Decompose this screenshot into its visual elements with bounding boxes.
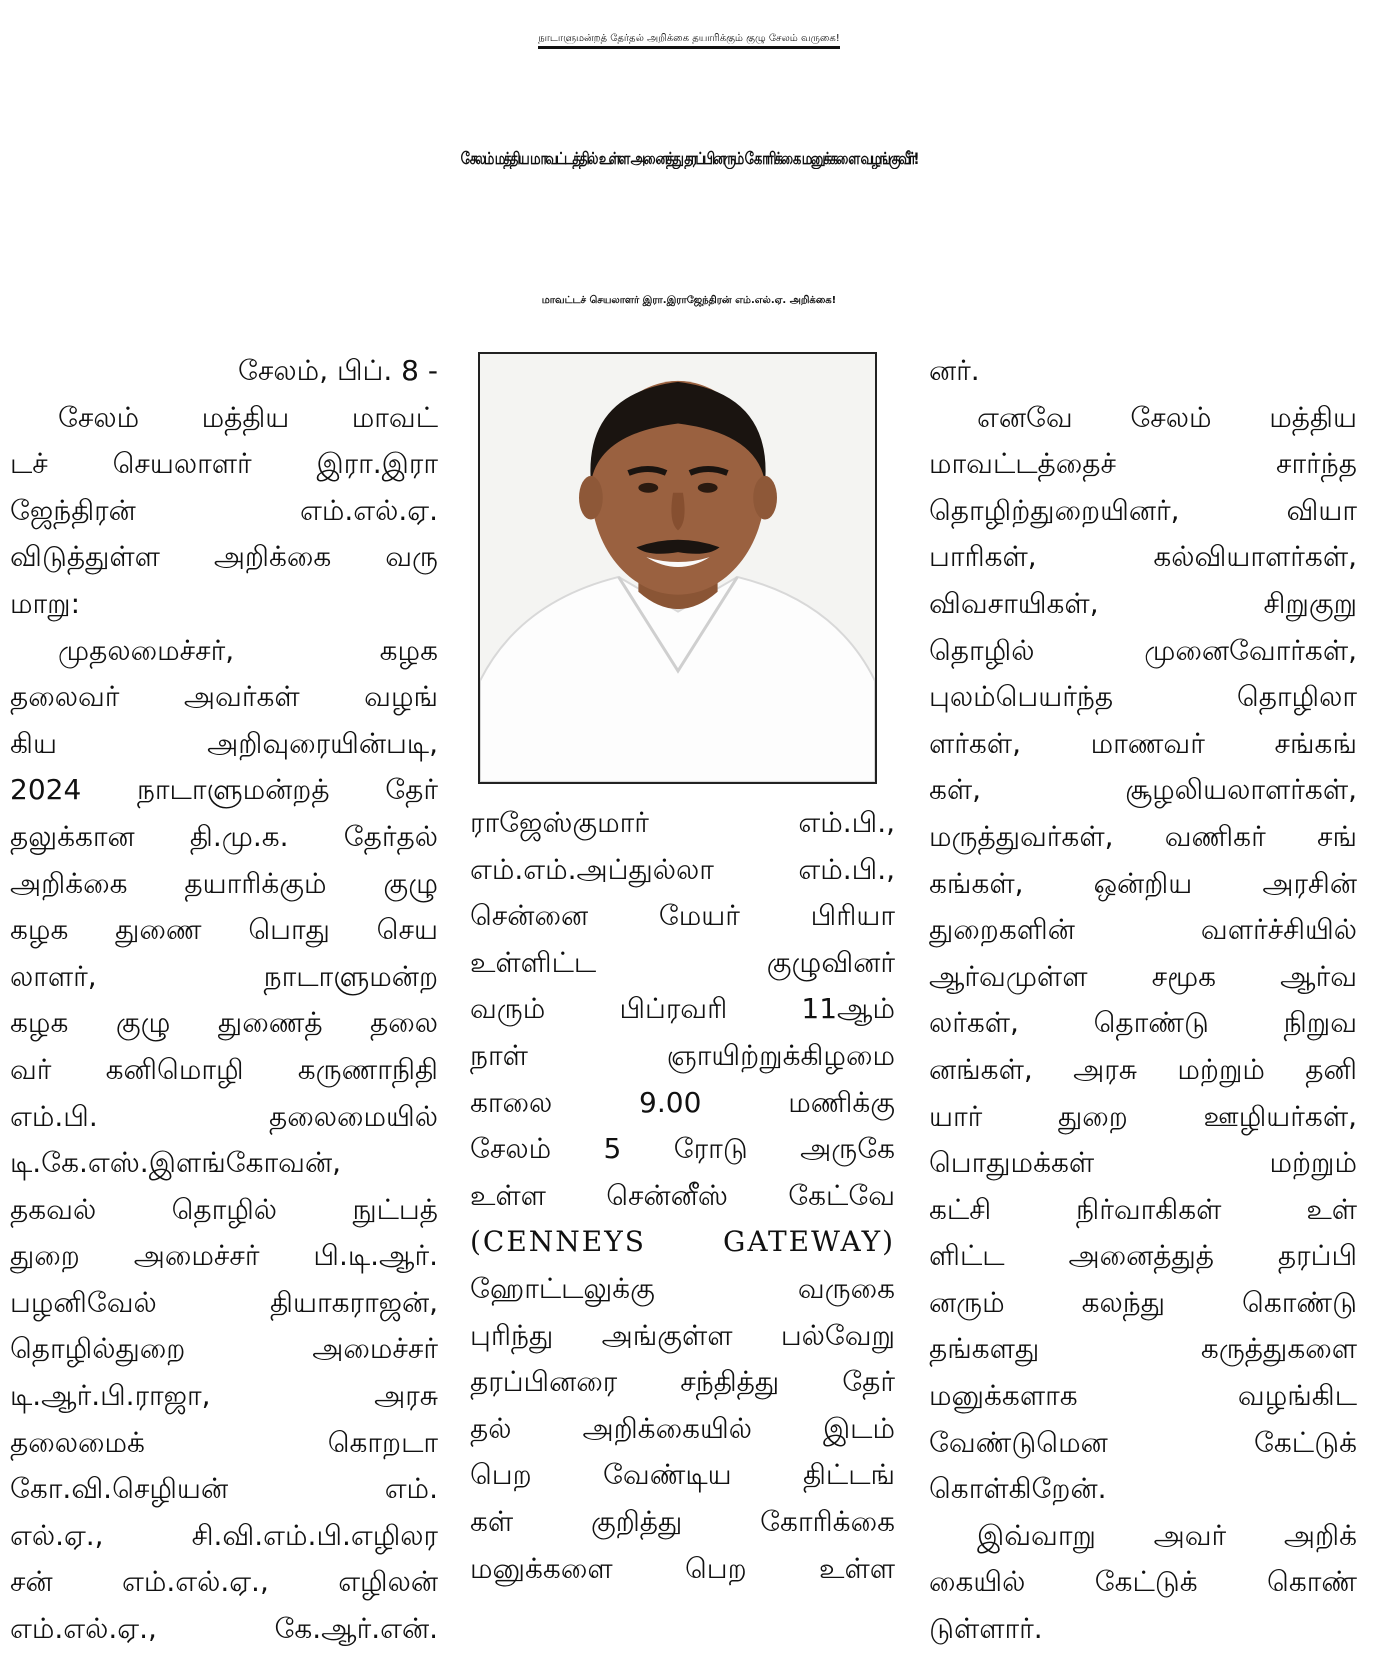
portrait-illustration [480, 354, 875, 782]
text-line: தகவல் தொழில் நுட்பத் [10, 1192, 438, 1226]
text-line: எம்.எம்.அப்துல்லா எம்.பி., [470, 852, 895, 886]
text-line: ஆர்வமுள்ள சமூக ஆர்வ [929, 959, 1357, 993]
text-line: உள்ளிட்ட குழுவினர் [470, 945, 895, 979]
text-line: விவசாயிகள், சிறுகுறு [929, 586, 1357, 620]
text-line: தொழில்துறை அமைச்சர் [10, 1332, 438, 1366]
text-line: கழக துணை பொது செய [10, 913, 438, 947]
text-line: பழனிவேல் தியாகராஜன், [10, 1285, 438, 1319]
text-line: ராஜேஸ்குமார் எம்.பி., [470, 806, 895, 839]
text-line: டி.கே.எஸ்.இளங்கோவன், [10, 1146, 341, 1180]
text-line: எம்.பி. தலைமையில் [10, 1099, 438, 1133]
text-line: தலுக்கான தி.மு.க. தேர்தல் [10, 819, 438, 853]
text-line: கட்சி நிர்வாகிகள் உள் [929, 1192, 1357, 1226]
text-line: மனுக்களை பெற உள்ள [470, 1551, 895, 1585]
text-line: காலை 9.00 மணிக்கு [470, 1085, 895, 1119]
text-line: கங்கள், ஒன்றிய அரசின் [929, 866, 1357, 900]
text-line: டச் செயலாளர் இரா.இரா [10, 447, 438, 481]
sub-headline: மாவட்டச் செயலாளர் இரா.இராஜேந்திரன் எம்.எல்.ஏ. அறிக்கை! [541, 295, 837, 306]
text-line: பெற வேண்டிய திட்டங் [470, 1458, 895, 1492]
text-line: உள்ள சென்னீஸ் கேட்வே [470, 1178, 895, 1212]
text-line: விடுத்துள்ள அறிக்கை வரு [10, 540, 438, 574]
text-line: ஜேந்திரன் எம்.எல்.ஏ. [10, 493, 438, 527]
text-line: தரப்பினரை சந்தித்து தேர் [470, 1365, 895, 1399]
kicker-headline: நாடாளுமன்றத் தேர்தல் அறிக்கை தயாரிக்கும் குழு சேலம் வருகை! [0, 14, 1378, 64]
text-line: மருத்துவர்கள், வணிகர் சங் [929, 819, 1357, 853]
text-line: 2024 நாடாளுமன்றத் தேர் [10, 773, 438, 807]
text-line: புரிந்து அங்குள்ள பல்வேறு [470, 1318, 895, 1352]
text-line: ஹோட்டலுக்கு வருகை [470, 1271, 895, 1305]
text-line: தலைவர் அவர்கள் வழங் [10, 680, 438, 714]
text-line: டி.ஆர்.பி.ராஜா, அரசு [10, 1379, 438, 1413]
text-line: வர் கனிமொழி கருணாநிதி [10, 1052, 438, 1086]
text-line: தங்களது கருத்துகளை [929, 1332, 1357, 1366]
article-column-2 [470, 800, 895, 1592]
text-line: பாரிகள், கல்வியாளர்கள், [929, 540, 1357, 574]
text-line: னங்கள், அரசு மற்றும் தனி [929, 1052, 1357, 1086]
text-line: தல் அறிக்கையில் இடம் [470, 1411, 895, 1445]
text-line: தலைமைக் கொறடா [10, 1425, 438, 1459]
text-line: நாள் ஞாயிற்றுக்கிழமை [470, 1038, 895, 1072]
text-line: தொழில் முனைவோர்கள், [929, 633, 1357, 667]
text-line: ளிட்ட அனைத்துத் தரப்பி [929, 1239, 1357, 1273]
portrait-photo [478, 352, 877, 784]
text-line: எனவே சேலம் மத்திய [977, 400, 1357, 434]
text-line: எல்.ஏ., சி.வி.எம்.பி.எழிலர [10, 1518, 438, 1552]
text-line: கள் குறித்து கோரிக்கை [470, 1504, 895, 1538]
text-line: கையில் கேட்டுக் கொண் [929, 1565, 1357, 1599]
text-line: சேலம் 5 ரோடு அருகே [470, 1132, 895, 1166]
text-line: வரும் பிப்ரவரி 11ஆம் [470, 992, 895, 1026]
text-line: கிய அறிவுரையின்படி, [10, 726, 438, 760]
text-line: மாவட்டத்தைச் சார்ந்த [929, 447, 1357, 481]
text-line: னர். [929, 354, 980, 387]
text-line: கழக குழு துணைத் தலை [10, 1006, 438, 1040]
text-line: சன் எம்.எல்.ஏ., எழிலன் [10, 1565, 438, 1599]
text-line: ளர்கள், மாணவர் சங்கங் [929, 726, 1357, 760]
article-column-1 [10, 348, 438, 1653]
text-line: லாளர், நாடாளுமன்ற [10, 959, 438, 993]
text-line: டுள்ளார். [929, 1612, 1043, 1646]
text-line: துறை அமைச்சர் பி.டி.ஆர். [10, 1239, 438, 1273]
text-line: மாறு: [10, 586, 80, 620]
text-line: கோ.வி.செழியன் எம். [10, 1472, 438, 1506]
text-line: (CENNEYS GATEWAY) [470, 1225, 895, 1259]
text-line: தொழிற்துறையினர், வியா [929, 493, 1357, 527]
text-line: துறைகளின் வளர்ச்சியில் [929, 913, 1357, 947]
text-line: சென்னை மேயர் பிரியா [470, 899, 895, 933]
text-line: கொள்கிறேன். [929, 1472, 1107, 1506]
text-line: வேண்டுமென கேட்டுக் [929, 1425, 1357, 1459]
text-line: யார் துறை ஊழியர்கள், [929, 1099, 1357, 1133]
text-line: இவ்வாறு அவர் அறிக் [977, 1518, 1357, 1552]
text-line: கள், சூழலியலாளர்கள், [929, 773, 1357, 807]
text-line: பொதுமக்கள் மற்றும் [929, 1146, 1357, 1180]
main-headline: சேலம் மத்திய மாவட்டத்தில் உள்ள அனைத்து தரப்பினரும் கோரிக்கை மனுக்களை வழங்குவீர்! [460, 150, 918, 169]
text-line: எம்.எல்.ஏ., கே.ஆர்.என். [10, 1612, 438, 1646]
text-line: மனுக்களாக வழங்கிட [929, 1379, 1357, 1413]
text-line: முதலமைச்சர், கழக [58, 633, 438, 667]
text-line: லர்கள், தொண்டு நிறுவ [929, 1006, 1357, 1040]
dateline: சேலம், பிப். 8 - [238, 354, 438, 387]
text-line: புலம்பெயர்ந்த தொழிலா [929, 680, 1357, 714]
text-line: சேலம் மத்திய மாவட் [58, 400, 438, 434]
text-line: அறிக்கை தயாரிக்கும் குழு [10, 866, 438, 900]
article-column-3 [929, 348, 1357, 1653]
text-line: னரும் கலந்து கொண்டு [929, 1285, 1357, 1319]
